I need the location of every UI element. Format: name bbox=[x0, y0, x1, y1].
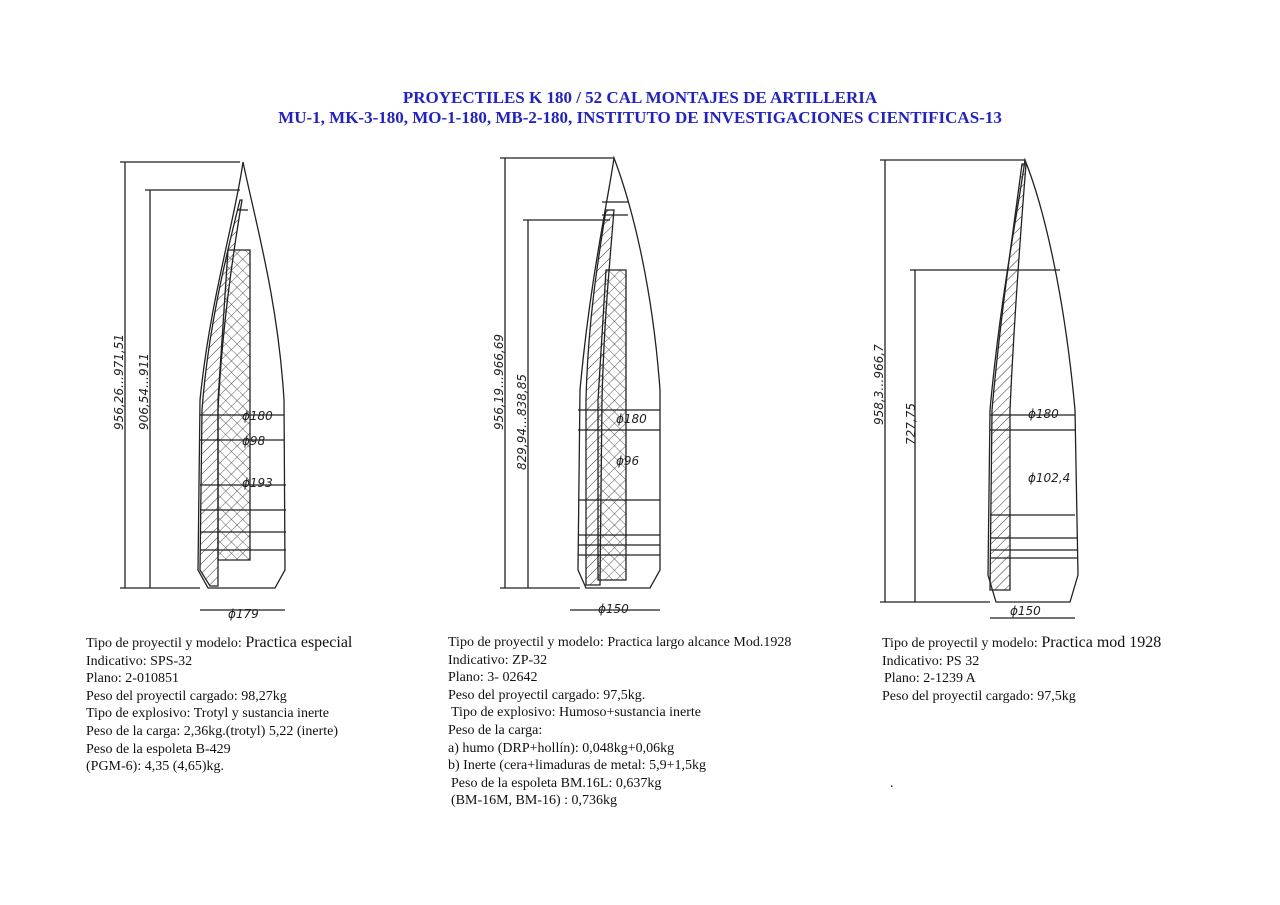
spec-peso: Peso del proyectil cargado: 98,27kg bbox=[86, 688, 287, 704]
page-title-line-2: MU-1, MK-3-180, MO-1-180, MB-2-180, INSTITUTO DE INVESTIGACIONES CIENTIFICAS-13 bbox=[278, 108, 1002, 127]
spec-type: Tipo de proyectil y modelo: Practica especial bbox=[86, 634, 353, 651]
spec-inerte: b) Inerte (cera+limaduras de metal: 5,9+1,5kg bbox=[448, 758, 706, 774]
dim-base-diameter: ϕ150 bbox=[1010, 604, 1041, 618]
dim-inner-length: 829,94…838,85 bbox=[515, 374, 529, 470]
dim-overall-length: 956,19…966,69 bbox=[492, 334, 506, 430]
dim-inner-length: 727,75 bbox=[904, 403, 918, 445]
spec-block-1 bbox=[86, 634, 352, 776]
spec-block-2 bbox=[448, 634, 791, 810]
dim-diameter-2: ϕ102,4 bbox=[1028, 471, 1071, 485]
dim-overall-length: 956,26…971,51 bbox=[112, 334, 126, 430]
spec-explosivo: Tipo de explosivo: Humoso+sustancia inerte bbox=[451, 705, 702, 721]
dim-diameter-2: ϕ98 bbox=[242, 434, 266, 448]
projectile-drawing-1 bbox=[90, 140, 330, 630]
dim-diameter-1: ϕ180 bbox=[616, 412, 647, 426]
dim-diameter-3: ϕ193 bbox=[242, 476, 273, 490]
spec-type: Tipo de proyectil y modelo: Practica largo alcance Mod.1928 bbox=[448, 635, 792, 650]
spec-carga: Peso de la carga: bbox=[448, 722, 543, 738]
spec-dot: . bbox=[890, 776, 894, 792]
spec-plano: Plano: 3- 02642 bbox=[448, 670, 538, 686]
dim-diameter-1: ϕ180 bbox=[242, 409, 273, 423]
spec-peso: Peso del proyectil cargado: 97,5kg. bbox=[448, 687, 646, 703]
spec-block-3 bbox=[882, 634, 1161, 793]
spec-indicativo: Indicativo: SPS-32 bbox=[86, 653, 193, 669]
dim-base-diameter: ϕ179 bbox=[228, 607, 259, 621]
dim-diameter-1: ϕ180 bbox=[1028, 407, 1059, 421]
spec-espoleta-2: (BM-16M, BM-16) : 0,736kg bbox=[451, 793, 618, 809]
spec-explosivo: Tipo de explosivo: Trotyl y sustancia inerte bbox=[86, 706, 329, 722]
dim-diameter-2: ϕ96 bbox=[616, 454, 640, 468]
dim-inner-length: 906,54…911 bbox=[137, 353, 151, 430]
spec-plano: Plano: 2-010851 bbox=[86, 671, 179, 687]
spec-plano: Plano: 2-1239 A bbox=[884, 671, 976, 687]
page-title-line-1: PROYECTILES K 180 / 52 CAL MONTAJES DE ARTILLERIA bbox=[402, 88, 878, 107]
spec-type: Tipo de proyectil y modelo: Practica mod 1928 bbox=[882, 634, 1162, 651]
spec-espoleta-2: (PGM-6): 4,35 (4,65)kg. bbox=[86, 759, 225, 775]
spec-peso: Peso del proyectil cargado: 97,5kg bbox=[882, 688, 1076, 704]
spec-indicativo: Indicativo: PS 32 bbox=[882, 653, 980, 669]
projectile-drawing-3 bbox=[860, 140, 1100, 630]
spec-humo: a) humo (DRP+hollín): 0,048kg+0,06kg bbox=[448, 740, 675, 756]
projectile-drawing-2 bbox=[490, 140, 730, 630]
spec-espoleta: Peso de la espoleta B-429 bbox=[86, 741, 231, 757]
spec-carga: Peso de la carga: 2,36kg.(trotyl) 5,22 (inerte) bbox=[86, 723, 339, 739]
dim-base-diameter: ϕ150 bbox=[598, 602, 629, 616]
spec-espoleta: Peso de la espoleta BM.16L: 0,637kg bbox=[451, 775, 662, 791]
dim-overall-length: 958,3…966,7 bbox=[872, 344, 886, 425]
spec-indicativo: Indicativo: ZP-32 bbox=[448, 652, 548, 668]
